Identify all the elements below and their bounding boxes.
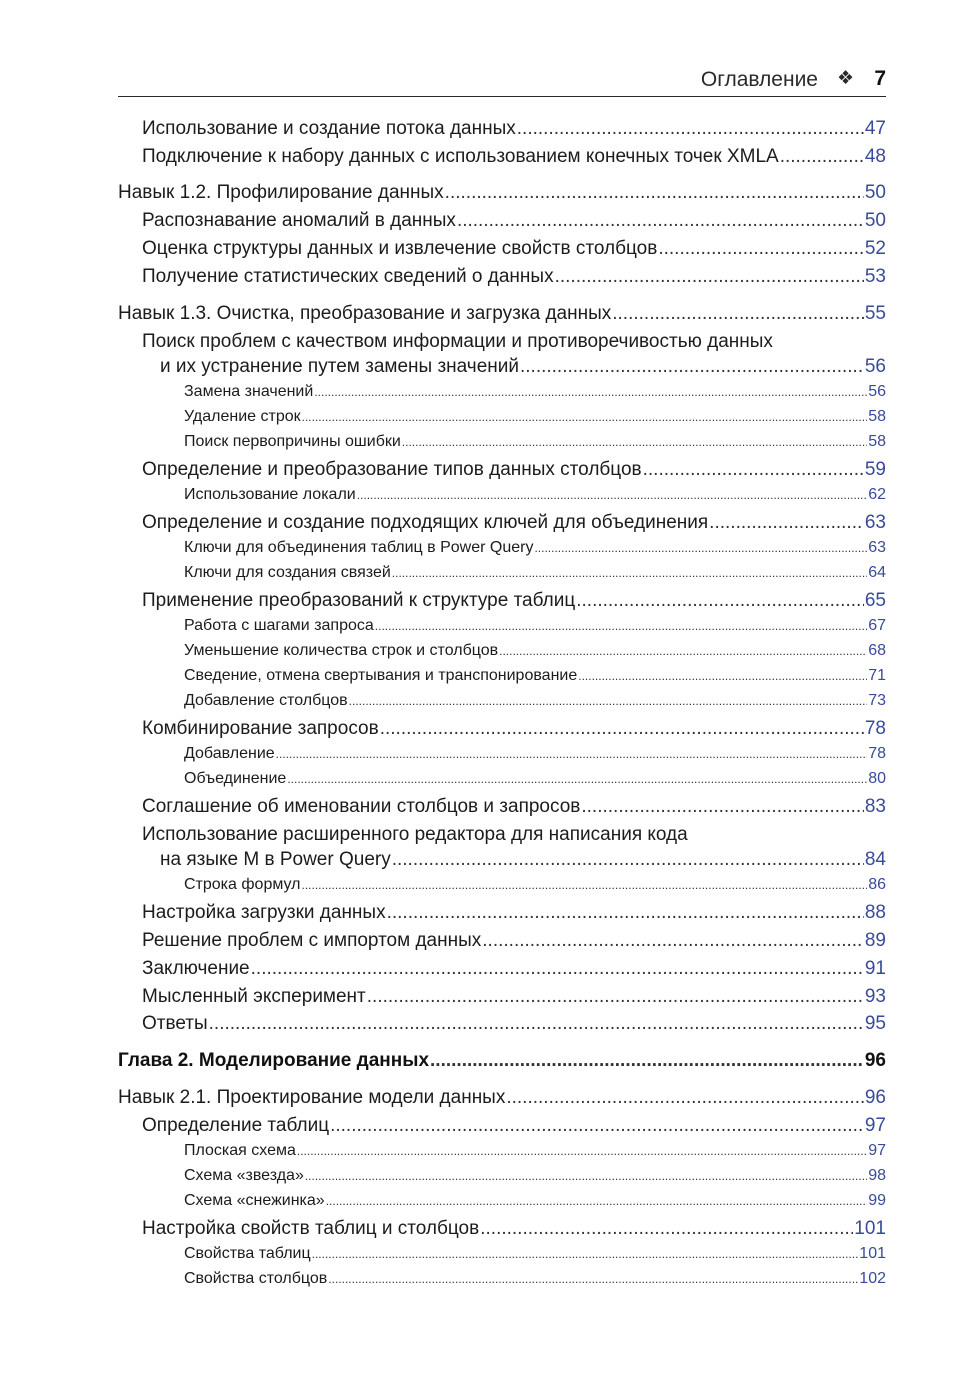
toc-entry[interactable] (142, 146, 886, 168)
toc-entry-title: Строка формул (184, 876, 301, 893)
toc-entry-title: Определение таблиц (142, 1115, 330, 1136)
toc-entry-page: 96 (864, 1050, 886, 1071)
toc-entry-title: Настройка свойств таблиц и столбцов (142, 1218, 480, 1239)
toc-entry-title: Определение и создание подходящих ключей для объединения (142, 512, 709, 533)
toc-entry-page: 96 (864, 1087, 886, 1108)
toc-entry[interactable] (142, 238, 886, 260)
toc-entry-title: Работа с шагами запроса (184, 617, 374, 634)
toc-entry-page: 48 (864, 146, 886, 167)
toc-chapter-entry[interactable] (118, 1050, 886, 1072)
toc-entry[interactable] (142, 902, 886, 924)
dot-leader (581, 796, 863, 818)
dot-leader (517, 118, 864, 140)
dot-leader (380, 718, 864, 740)
toc-entry-page: 89 (864, 930, 886, 951)
toc-entry-page: 71 (868, 667, 886, 684)
toc-entry-title: Комбинирование запросов (142, 718, 379, 739)
toc-entry-page: 98 (868, 1167, 886, 1184)
toc-entry-page: 58 (868, 408, 886, 425)
toc-entry-title: Распознавание аномалий в данных (142, 210, 456, 231)
dot-leader (287, 770, 867, 788)
toc-entry-page: 99 (868, 1192, 886, 1209)
dot-leader (330, 1115, 864, 1137)
toc-entry[interactable] (184, 692, 886, 710)
dot-leader (402, 433, 867, 451)
toc-entry[interactable] (184, 433, 886, 451)
toc-entry-page: 78 (868, 745, 886, 762)
toc-entry-title: и их устранение путем замены значений (160, 356, 519, 377)
toc-entry-title: Глава 2. Моделирование данных (118, 1050, 430, 1071)
dot-leader (302, 876, 868, 894)
dot-leader (314, 383, 867, 401)
toc-entry-title: Соглашение об именовании столбцов и запросов (142, 796, 581, 817)
toc-entry[interactable] (142, 1115, 886, 1137)
toc-entry-page: 47 (864, 118, 886, 139)
dot-leader (312, 1245, 859, 1263)
toc-entry[interactable] (184, 1167, 886, 1185)
toc-entry-title: Добавление столбцов (184, 692, 348, 709)
dot-leader (392, 849, 864, 871)
toc-entry-page: 56 (864, 356, 886, 377)
dot-leader (555, 266, 864, 288)
toc-entry-page: 52 (864, 238, 886, 259)
dot-leader (367, 986, 864, 1008)
toc-entry[interactable] (142, 796, 886, 818)
toc-entry-title: Свойства таблиц (184, 1245, 311, 1262)
toc-entry[interactable] (142, 590, 886, 612)
dot-leader (349, 692, 868, 710)
dot-leader (251, 958, 864, 980)
toc-entry[interactable] (184, 564, 886, 582)
toc-entry[interactable] (142, 1013, 886, 1035)
dot-leader (276, 745, 868, 763)
toc-entry-page: 88 (864, 902, 886, 923)
toc-entry-page: 73 (868, 692, 886, 709)
toc-entry[interactable] (184, 876, 886, 894)
toc-entry-page: 95 (864, 1013, 886, 1034)
toc-entry-page: 93 (864, 986, 886, 1007)
running-header-title: Оглавление (700, 68, 818, 91)
toc-entry[interactable] (142, 512, 886, 534)
dot-leader (357, 486, 867, 504)
dot-leader (457, 210, 864, 232)
dot-leader (643, 459, 864, 481)
dot-leader (387, 902, 864, 924)
toc-entry[interactable] (184, 486, 886, 504)
dot-leader (534, 539, 867, 557)
dot-leader (612, 303, 864, 325)
toc-entry-title: Замена значений (184, 383, 314, 400)
toc-entry-page: 65 (864, 590, 886, 611)
dot-leader (375, 617, 867, 635)
page-number: 7 (874, 67, 886, 90)
toc-entry[interactable] (142, 930, 886, 952)
toc-entry[interactable] (142, 210, 886, 232)
toc-entry-title: Определение и преобразование типов данных столбцов (142, 459, 642, 480)
toc-entry-title: на языке M в Power Query (160, 849, 391, 870)
toc-entry-title: Получение статистических сведений о данных (142, 266, 554, 287)
toc-entry[interactable] (118, 303, 886, 325)
toc-entry[interactable] (184, 667, 886, 685)
toc-entry[interactable] (184, 1192, 886, 1210)
toc-entry-page: 86 (868, 876, 886, 893)
toc-entry-page: 91 (864, 958, 886, 979)
toc-entry[interactable] (118, 182, 886, 204)
toc-entry-page: 84 (864, 849, 886, 870)
toc-entry[interactable] (184, 770, 886, 788)
toc-entry-page: 59 (864, 459, 886, 480)
dot-leader (430, 1050, 864, 1072)
toc-entry-title: Использование и создание потока данных (142, 118, 516, 139)
dot-leader (520, 356, 864, 378)
toc-entry[interactable] (184, 1245, 886, 1263)
toc-entry[interactable] (184, 1142, 886, 1160)
toc-entry-title: Подключение к набору данных с использованием конечных точек XMLA (142, 146, 779, 167)
toc-entry[interactable] (184, 1270, 886, 1288)
toc-entry-title: Удаление строк (184, 408, 301, 425)
toc-entry[interactable] (142, 459, 886, 481)
toc-entry-page: 56 (868, 383, 886, 400)
dot-leader (482, 930, 864, 952)
dot-leader (780, 146, 864, 168)
toc-entry-title: Сведение, отмена свертывания и транспонирование (184, 667, 578, 684)
toc-entry-page: 63 (868, 539, 886, 556)
dot-leader (658, 238, 864, 260)
toc-entry-page: 64 (868, 564, 886, 581)
toc-entry[interactable] (184, 745, 886, 763)
toc-entry-page: 50 (864, 182, 886, 203)
toc-entry[interactable] (184, 642, 886, 660)
dot-leader (209, 1013, 864, 1035)
toc-entry-page: 97 (864, 1115, 886, 1136)
dot-leader (392, 564, 867, 582)
dot-leader (302, 408, 868, 426)
dot-leader (305, 1167, 867, 1185)
toc-entry-title: Ключи для объединения таблиц в Power Query (184, 539, 534, 556)
toc-entry[interactable] (142, 266, 886, 288)
toc-entry-page: 58 (868, 433, 886, 450)
dot-leader (506, 1087, 864, 1109)
toc-entry[interactable] (160, 356, 886, 378)
toc-entry[interactable] (118, 1087, 886, 1109)
toc-entry-page: 53 (864, 266, 886, 287)
dot-leader (297, 1142, 867, 1160)
toc-entry[interactable] (184, 408, 886, 426)
toc-entry[interactable] (184, 539, 886, 557)
diamond-ornament-icon: ❖ (836, 68, 854, 89)
toc-entry[interactable] (142, 986, 886, 1008)
dot-leader (328, 1270, 858, 1288)
toc-entry-title[interactable]: Поиск проблем с качеством информации и противоречивостью данных (142, 331, 773, 352)
toc-entry-page: 101 (854, 1218, 886, 1239)
toc-entry-title[interactable]: Использование расширенного редактора для написания кода (142, 824, 688, 845)
toc-entry-title: Мысленный эксперимент (142, 986, 366, 1007)
toc-entry-title: Навык 2.1. Проектирование модели данных (118, 1087, 506, 1108)
toc-entry-page: 63 (864, 512, 886, 533)
toc-entry-page: 97 (868, 1142, 886, 1159)
toc-entry-title: Навык 1.2. Профилирование данных (118, 182, 444, 203)
toc-entry-title: Ответы (142, 1013, 208, 1034)
dot-leader (445, 182, 864, 204)
toc-entry-title: Уменьшение количества строк и столбцов (184, 642, 499, 659)
dot-leader (326, 1192, 868, 1210)
toc-entry-title: Использование локали (184, 486, 356, 503)
toc-entry-page: 78 (864, 718, 886, 739)
toc-entry[interactable] (142, 118, 886, 140)
toc-entry[interactable] (184, 383, 886, 401)
toc-entry-page: 68 (868, 642, 886, 659)
toc-entry[interactable] (142, 958, 886, 980)
toc-entry-title: Схема «снежинка» (184, 1192, 325, 1209)
toc-entry-page: 50 (864, 210, 886, 231)
toc-entry-title: Оценка структуры данных и извлечение свойств столбцов (142, 238, 658, 259)
dot-leader (578, 667, 867, 685)
toc-entry-title: Свойства столбцов (184, 1270, 328, 1287)
toc-entry-title: Объединение (184, 770, 287, 787)
toc-entry[interactable] (142, 1218, 886, 1240)
toc-entry-page: 67 (868, 617, 886, 634)
toc-entry-title: Схема «звезда» (184, 1167, 304, 1184)
toc-entry[interactable] (142, 718, 886, 740)
toc-entry-title: Ключи для создания связей (184, 564, 391, 581)
toc-entry-title: Навык 1.3. Очистка, преобразование и загрузка данных (118, 303, 612, 324)
toc-entry[interactable] (160, 849, 886, 871)
toc-entry-page: 55 (864, 303, 886, 324)
toc-entry-title: Решение проблем с импортом данных (142, 930, 482, 951)
toc-entry-page: 102 (859, 1270, 886, 1287)
dot-leader (709, 512, 864, 534)
toc-entry[interactable] (184, 617, 886, 635)
dot-leader (576, 590, 864, 612)
toc-entry-page: 80 (868, 770, 886, 787)
toc-entry-title: Настройка загрузки данных (142, 902, 386, 923)
toc-entry-title: Поиск первопричины ошибки (184, 433, 401, 450)
dot-leader (499, 642, 867, 660)
toc-entry-title: Добавление (184, 745, 275, 762)
toc-entry-page: 83 (864, 796, 886, 817)
dot-leader (480, 1218, 853, 1240)
toc-entry-title: Применение преобразований к структуре таблиц (142, 590, 576, 611)
toc-entry-page: 101 (859, 1245, 886, 1262)
toc-entry-title: Заключение (142, 958, 250, 979)
toc-entry-page: 62 (868, 486, 886, 503)
toc-entry-title: Плоская схема (184, 1142, 296, 1159)
